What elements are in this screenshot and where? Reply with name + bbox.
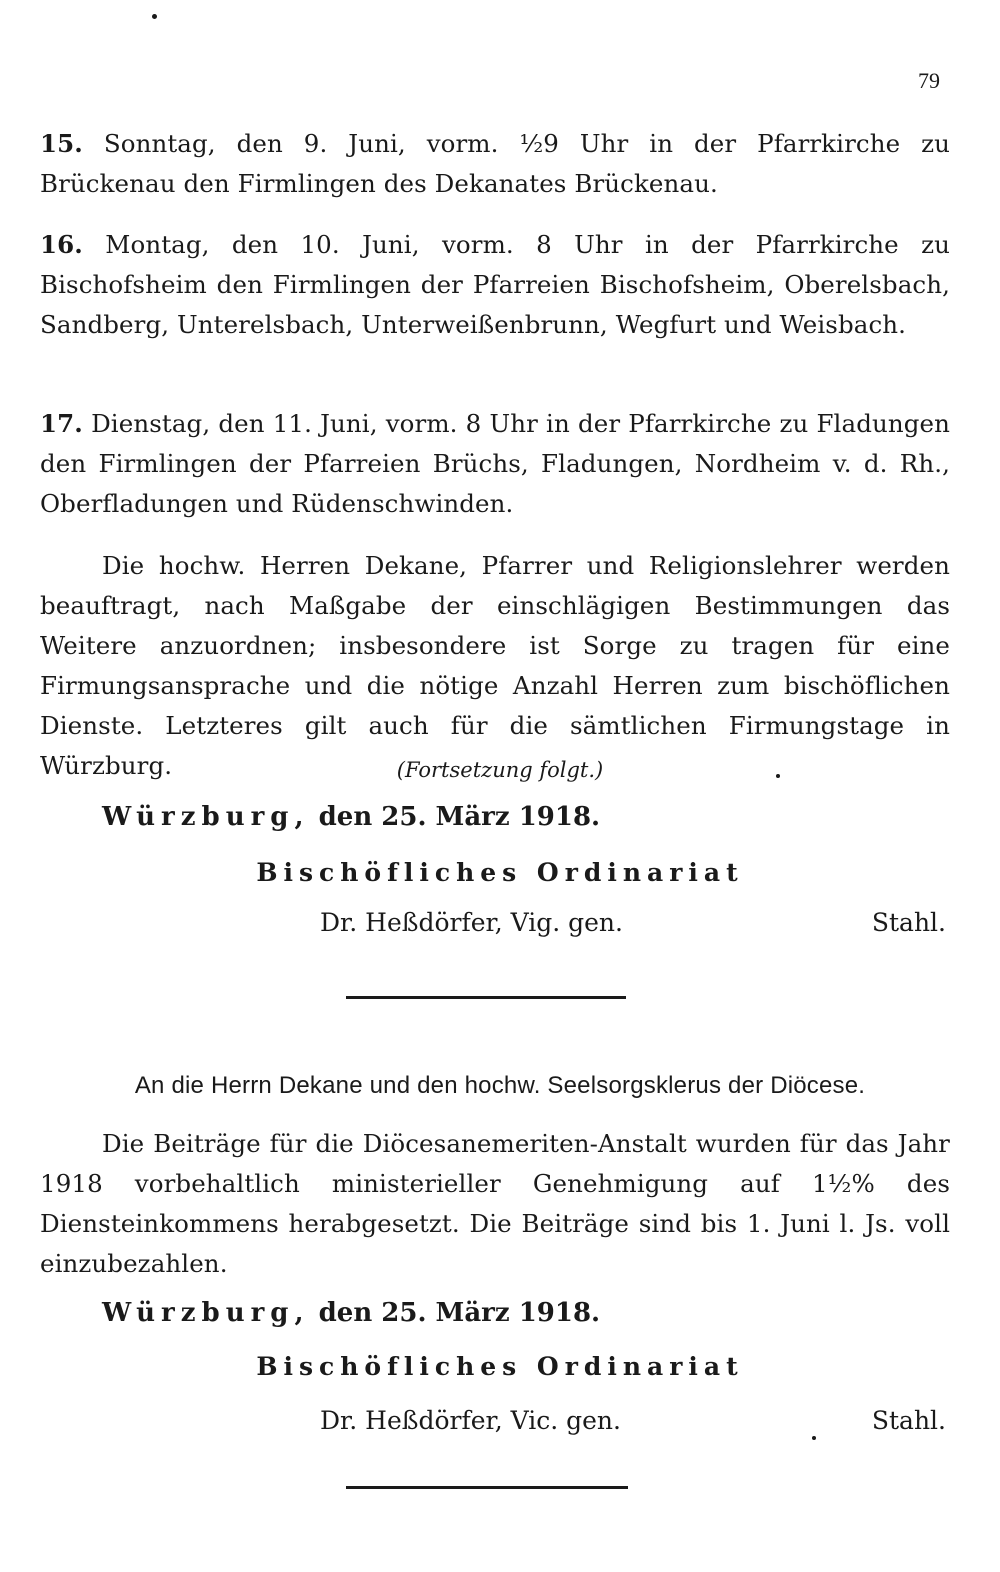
entry-17: [40, 404, 950, 524]
signer-vicar-general: Dr. Heßdörfer, Vic. gen.: [320, 1406, 621, 1435]
page-number: 79: [918, 68, 940, 93]
print-speck: [812, 1436, 816, 1440]
section-divider: [346, 996, 626, 999]
dateline-city: Würzburg,: [102, 802, 310, 832]
continuation-note: (Fortsetzung folgt.): [396, 758, 604, 782]
address-line: An die Herrn Dekane und den hochw. Seelsorgsklerus der Diöcese.: [134, 1072, 866, 1099]
dateline: [102, 802, 600, 832]
entry-text: Sonntag, den 9. Juni, vorm. ½9 Uhr in der Pfarrkirche zu Brückenau den Firmlingen des Dekanates Brückenau.: [40, 129, 950, 198]
entry-text: Dienstag, den 11. Juni, vorm. 8 Uhr in der Pfarrkirche zu Fladungen den Firmlingen der Pfarreien Brüchs, Fladungen, Nordheim v. d. Rh., Oberfladungen und Rüdenschwinden.: [40, 409, 950, 518]
signer-vicar-general: Dr. Heßdörfer, Vig. gen.: [320, 908, 623, 937]
entry-number: 16.: [40, 230, 83, 259]
entry-number: 15.: [40, 129, 83, 158]
dateline-date: den 25. März 1918.: [318, 1298, 601, 1328]
section-divider: [346, 1486, 628, 1489]
entry-number: 17.: [40, 409, 83, 438]
issuing-office: Bischöfliches Ordinariat: [256, 858, 744, 887]
dateline-city: Würzburg,: [102, 1298, 310, 1328]
entry-16: [40, 225, 950, 345]
entry-text: Montag, den 10. Juni, vorm. 8 Uhr in der Pfarrkirche zu Bischofsheim den Firmlingen der Pfarreien Bischofsheim, Oberelsbach, Sandberg, Unterelsbach, Unterweißenbrunn, Wegfurt und Weisbach.: [40, 230, 950, 339]
instruction-paragraph: Die hochw. Herren Dekane, Pfarrer und Religionslehrer werden beauftragt, nach Maßgabe der einschlägigen Bestimmungen das Weitere anzuordnen; insbesondere ist Sorge zu tragen für eine Firmungsansprache und die nötige Anzahl Herren zum bischöflichen Dienste. Letzteres gilt auch für die sämtlichen Firmungstage in Würzburg.: [40, 551, 950, 780]
issuing-office: Bischöfliches Ordinariat: [256, 1352, 744, 1381]
signer-secretary: Stahl.: [871, 1406, 946, 1435]
dateline-date: den 25. März 1918.: [318, 802, 601, 832]
dateline: [102, 1298, 600, 1328]
signer-secretary: Stahl.: [871, 908, 946, 937]
entry-15: [40, 124, 950, 204]
contribution-paragraph: Die Beiträge für die Diöcesanemeriten-Anstalt wurden für das Jahr 1918 vorbehaltlich ministerieller Genehmigung auf 1½% des Diensteinkommens herabgesetzt. Die Beiträge sind bis 1. Juni l. Js. voll einzubezahlen.: [40, 1129, 950, 1278]
print-speck: [152, 14, 157, 19]
